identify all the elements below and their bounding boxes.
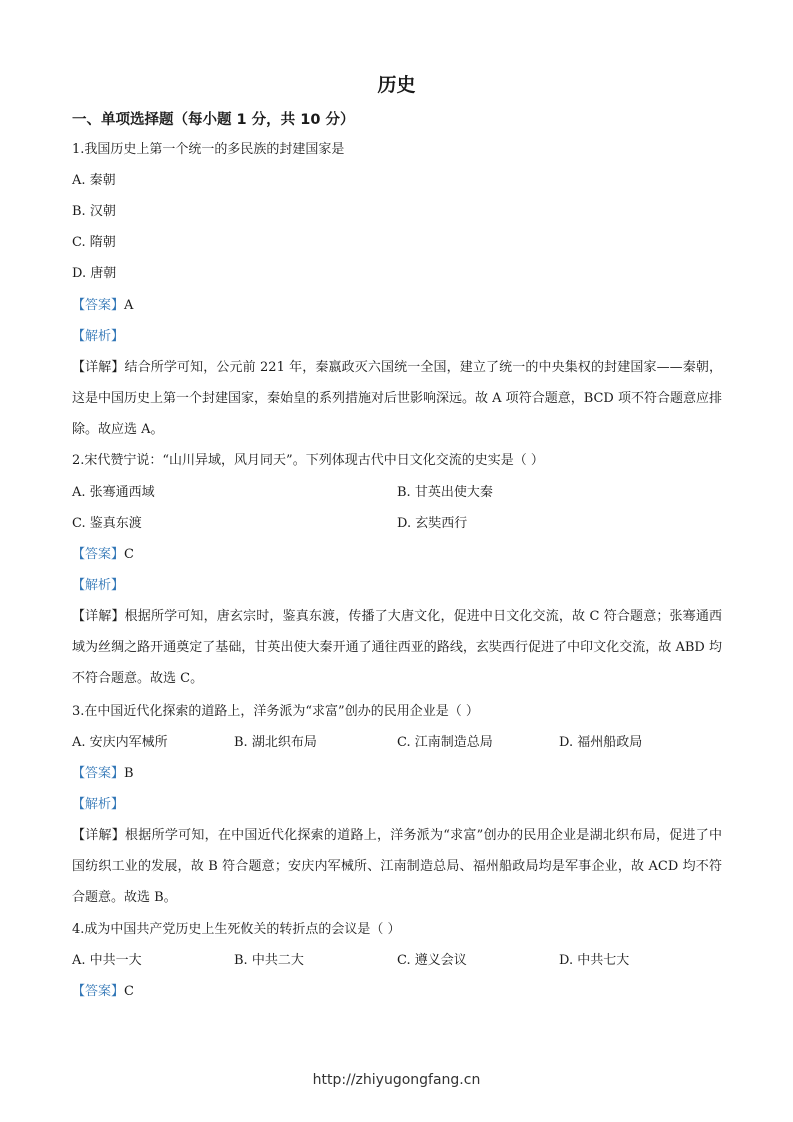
detail-text: 根据所学可知，在中国近代化探索的道路上，洋务派为“求富”创办的民用企业是湖北织布局，促进了中国纺织工业的发展，故 B 符合题意；安庆内军械所、江南制造总局、福州船政局均是军事企业，故 ACD 均不符合题意。故选 B。: [72, 828, 722, 905]
question-3-answer: [72, 764, 134, 784]
detail-text: 结合所学可知，公元前 221 年，秦嬴政灭六国统一全国，建立了统一的中央集权的封建国家——秦朝，这是中国历史上第一个封建国家，秦始皇的系列措施对后世影响深远。故 A 项符合题意，BCD 项不符合题意应排除。故应选 A。: [72, 360, 722, 437]
question-2-detail: [72, 601, 722, 694]
answer-tag: 【答案】: [72, 984, 125, 999]
question-2-stem: 2.宋代赞宁说：“山川异域，风月同天”。下列体现古代中日文化交流的史实是（ ）: [72, 453, 544, 468]
question-4-answer: [72, 982, 134, 1002]
question-3-option-d: D. 福州船政局: [559, 735, 643, 750]
question-2-options-row-1: [72, 483, 722, 503]
question-2-option-c: C. 鉴真东渡: [72, 516, 142, 531]
question-3-option-b: B. 湖北织布局: [234, 735, 317, 750]
question-1-stem: 1.我国历史上第一个统一的多民族的封建国家是: [72, 142, 345, 157]
answer-value: C: [124, 547, 134, 562]
question-3-option-a: A. 安庆内军械所: [72, 735, 168, 750]
question-3-detail: [72, 820, 722, 913]
answer-tag: 【答案】: [72, 547, 125, 562]
question-2-options-row-2: [72, 514, 722, 534]
question-2-option-d: D. 玄奘西行: [397, 516, 468, 531]
answer-tag: 【答案】: [72, 298, 125, 313]
footer-url: http://zhiyugongfang.cn: [312, 1072, 481, 1088]
question-3-analysis-tag: 【解析】: [72, 797, 125, 812]
question-2-analysis-tag: 【解析】: [72, 578, 125, 593]
detail-tag: 【详解】: [72, 609, 125, 624]
question-2-option-a: A. 张骞通西域: [72, 485, 155, 500]
question-3-option-c: C. 江南制造总局: [397, 735, 493, 750]
answer-tag: 【答案】: [72, 766, 125, 781]
question-4-options-row: [72, 951, 722, 971]
question-1-detail: [72, 352, 722, 445]
question-1-answer: [72, 296, 133, 316]
detail-tag: 【详解】: [72, 360, 125, 375]
question-1-analysis-tag: 【解析】: [72, 329, 125, 344]
answer-value: B: [124, 766, 134, 781]
question-3-options-row: [72, 733, 722, 753]
answer-value: A: [124, 298, 134, 313]
question-4-option-d: D. 中共七大: [559, 953, 630, 968]
question-4-option-c: C. 遵义会议: [397, 953, 467, 968]
detail-tag: 【详解】: [72, 828, 126, 843]
detail-text: 根据所学可知，唐玄宗时，鉴真东渡，传播了大唐文化，促进中日文化交流，故 C 符合题意；张骞通西域为丝绸之路开通奠定了基础，甘英出使大秦开通了通往西亚的路线，玄奘西行促进了中印文化交流，故 ABD 均不符合题意。故选 C。: [72, 609, 722, 686]
page-title: 历史: [377, 74, 416, 96]
question-2-option-b: B. 甘英出使大秦: [397, 485, 493, 500]
question-4-option-a: A. 中共一大: [72, 953, 142, 968]
question-3-stem: 3.在中国近代化探索的道路上，洋务派为“求富”创办的民用企业是（ ）: [72, 704, 479, 719]
question-1-option-a: A. 秦朝: [72, 173, 116, 188]
question-4-option-b: B. 中共二大: [234, 953, 304, 968]
section-heading: 一、单项选择题（每小题 1 分，共 10 分）: [72, 112, 355, 128]
question-1-option-c: C. 隋朝: [72, 235, 116, 250]
question-2-answer: [72, 545, 134, 565]
question-1-option-b: B. 汉朝: [72, 204, 116, 219]
question-1-option-d: D. 唐朝: [72, 266, 117, 281]
question-4-stem: 4.成为中国共产党历史上生死攸关的转折点的会议是（ ）: [72, 922, 401, 937]
answer-value: C: [124, 984, 134, 999]
